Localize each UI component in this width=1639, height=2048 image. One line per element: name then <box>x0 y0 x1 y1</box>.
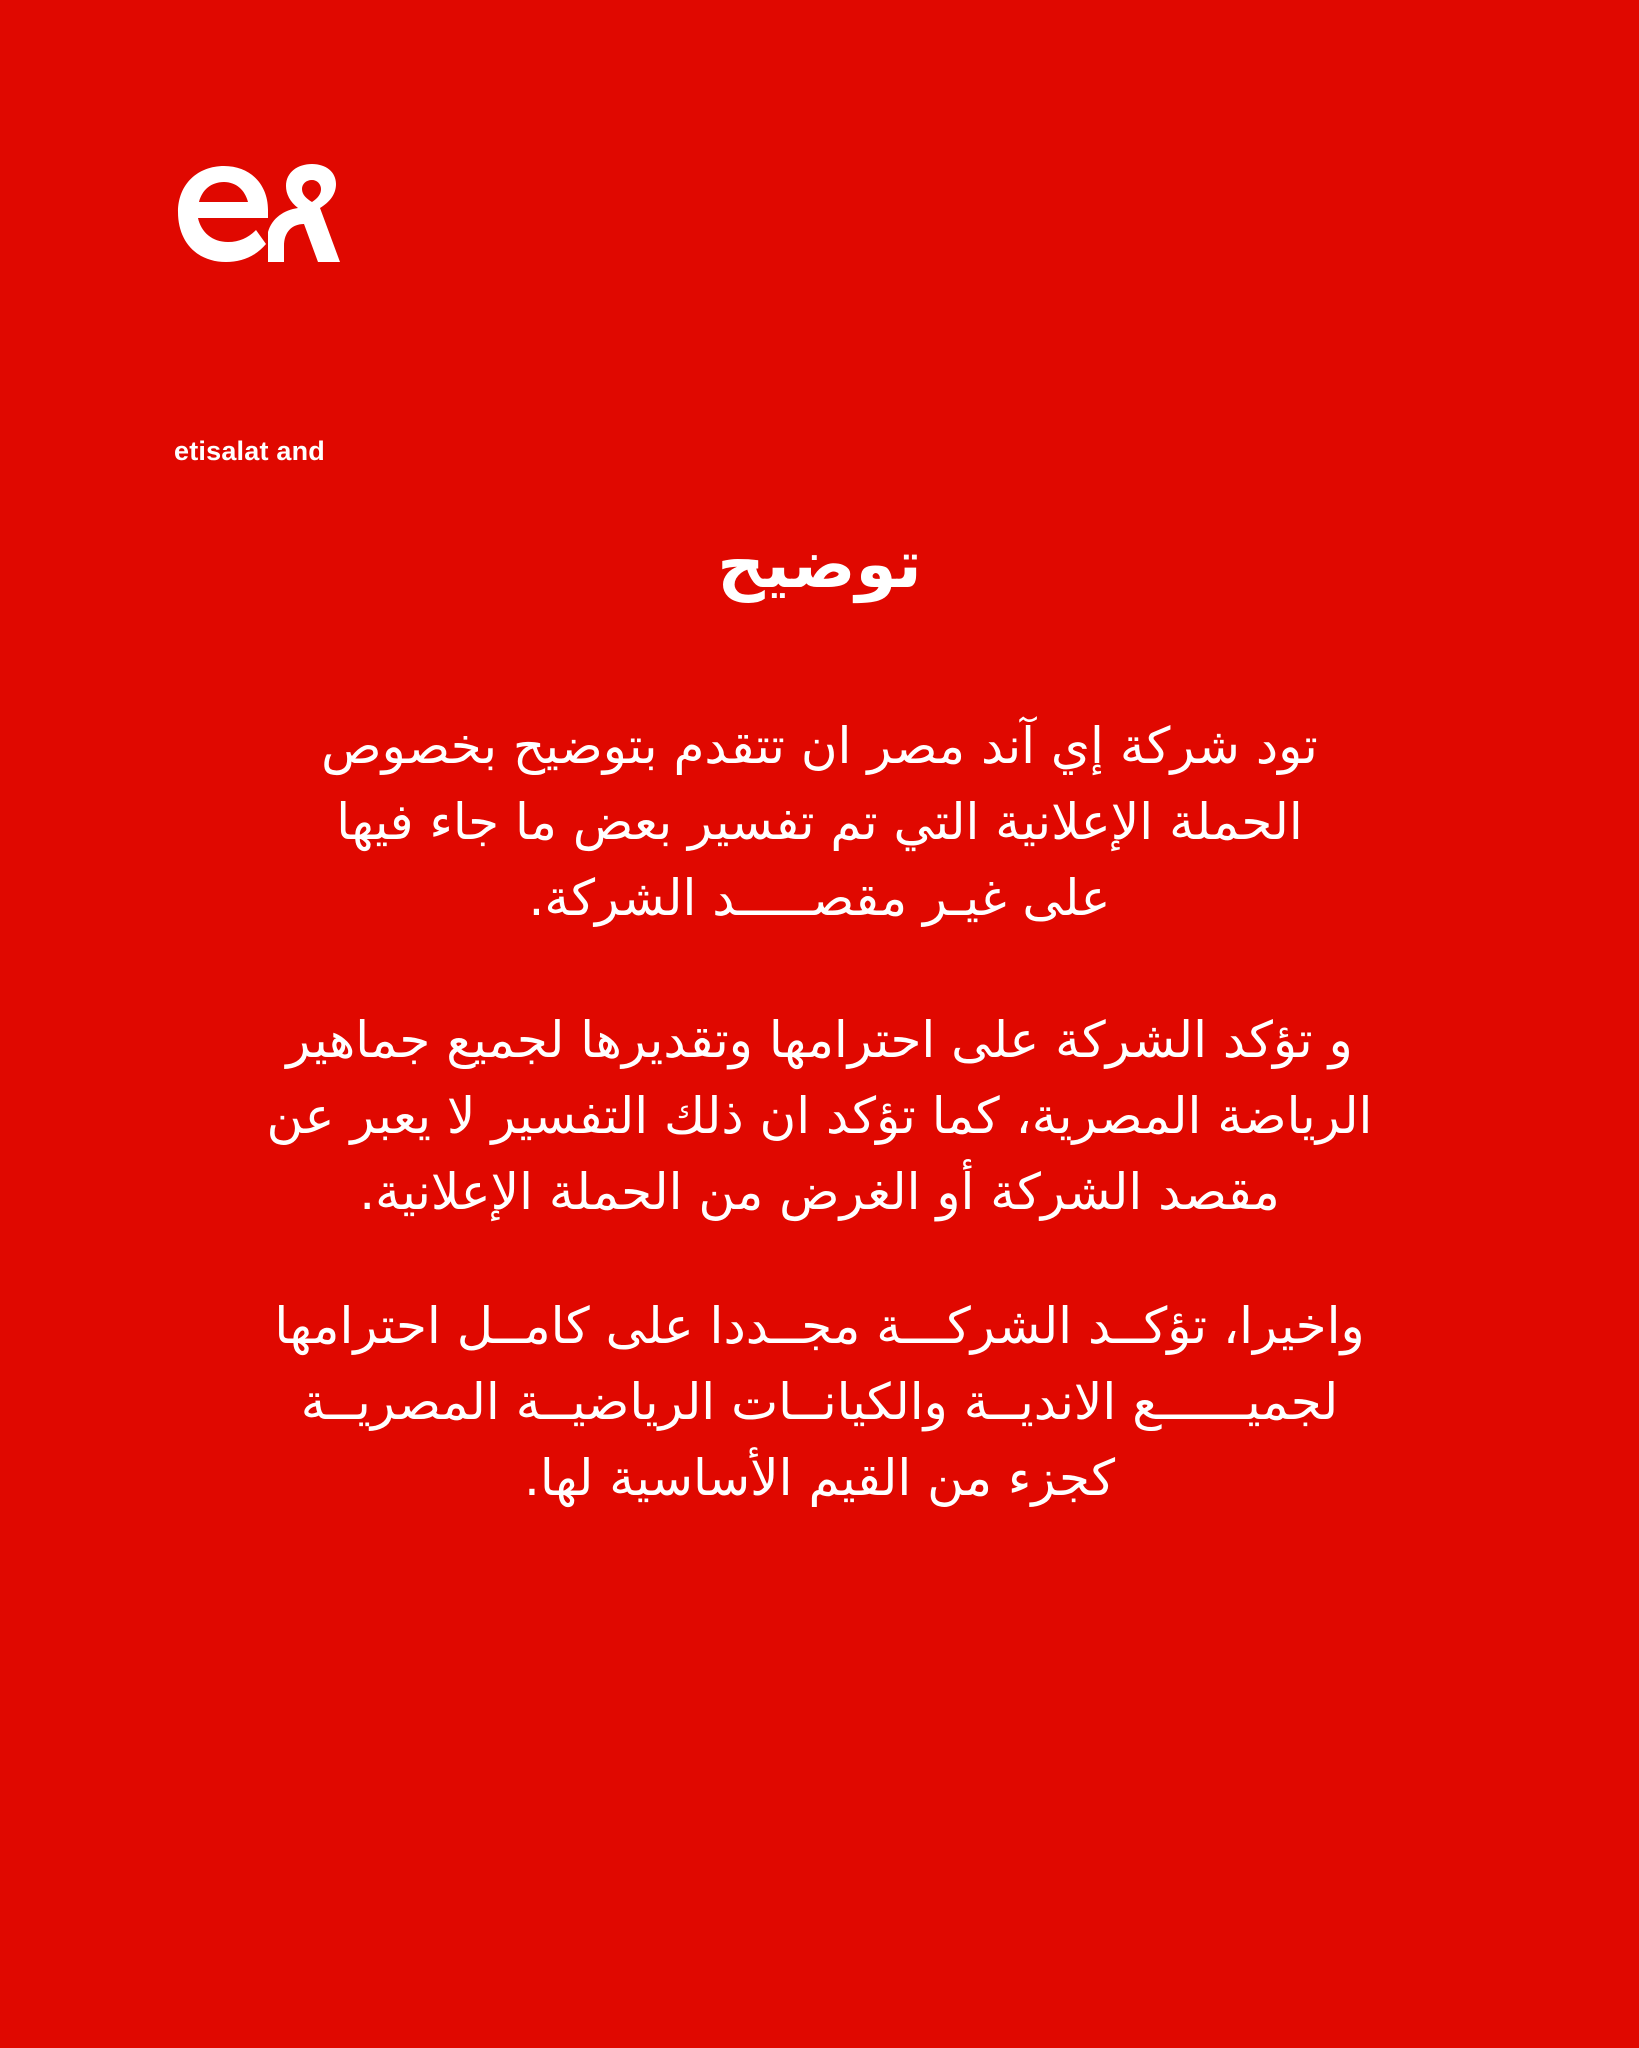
paragraph-line: على غيـر مقصـــــد الشركة. <box>528 869 1111 927</box>
e-and-logo-icon <box>172 162 342 264</box>
brand-caption: etisalat and <box>174 436 325 466</box>
paragraph-closing <box>160 1288 1479 1516</box>
paragraph-line: الحملة الإعلانية التي تم تفسير بعض ما جاء فيها <box>336 793 1303 851</box>
paragraph-line: الرياضة المصرية، كما تؤكد ان ذلك التفسير لا يعبر عن <box>266 1087 1373 1145</box>
paragraph-line: واخيرا، تؤكــد الشركـــة مجــددا على كامــل احترامها <box>274 1297 1365 1355</box>
paragraph-clarification <box>160 708 1479 936</box>
paragraph-line: لجميــــــع الانديــة والكيانــات الرياضيــة المصريــة <box>300 1373 1339 1431</box>
page-title: توضيح <box>717 526 922 603</box>
paragraph-respect <box>160 1002 1479 1230</box>
paragraph-line: مقصد الشركة أو الغرض من الحملة الإعلانية. <box>359 1163 1280 1221</box>
paragraph-line: كجزء من القيم الأساسية لها. <box>523 1449 1116 1507</box>
paragraph-line: و تؤكد الشركة على احترامها وتقديرها لجميع جماهير <box>286 1011 1353 1069</box>
brand-logo <box>172 162 372 466</box>
paragraph-line: تود شركة إي آند مصر ان تتقدم بتوضيح بخصوص <box>321 717 1318 775</box>
